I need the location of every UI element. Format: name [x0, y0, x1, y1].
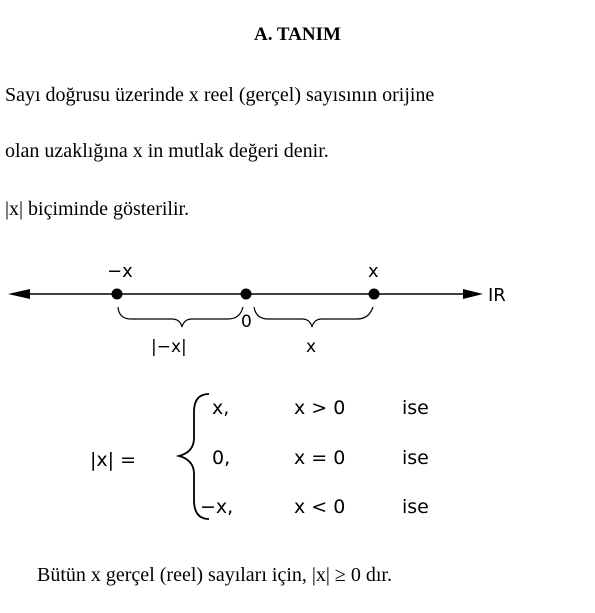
label-zero: 0 — [241, 312, 252, 332]
definition-line-2: olan uzaklığına x in mutlak değeri denir. — [5, 140, 329, 162]
case-1-condition: x > 0 — [294, 397, 346, 419]
left-arrowhead-icon — [8, 289, 30, 299]
section-heading: A. TANIM — [254, 24, 341, 45]
case-3-condition: x < 0 — [294, 496, 346, 518]
case-2-condition: x = 0 — [294, 447, 346, 469]
case-2-suffix: ise — [402, 447, 429, 469]
label-neg-x: −x — [107, 261, 133, 282]
point-neg-x — [112, 289, 123, 300]
abs-lhs: |x| = — [90, 449, 137, 471]
case-3-suffix: ise — [402, 496, 429, 518]
case-1-value: x, — [212, 397, 230, 419]
label-ir: IR — [488, 285, 506, 306]
case-1-suffix: ise — [402, 397, 429, 419]
point-origin — [241, 289, 252, 300]
left-brace — [118, 307, 243, 327]
right-brace — [254, 307, 373, 327]
notation-line: |x| biçiminde gösterilir. — [5, 198, 190, 220]
case-3-value: −x, — [200, 496, 234, 518]
label-distance-pos: x — [306, 337, 317, 357]
right-arrowhead-icon — [463, 289, 483, 299]
label-x: x — [368, 261, 379, 282]
label-distance-neg: |−x| — [151, 337, 187, 357]
case-2-value: 0, — [212, 447, 231, 469]
point-x — [369, 289, 380, 300]
property-statement: Bütün x gerçel (reel) sayıları için, |x| ≥ 0 dır. — [37, 564, 392, 586]
definition-line-1: Sayı doğrusu üzerinde x reel (gerçel) sayısının orijine — [5, 84, 435, 106]
